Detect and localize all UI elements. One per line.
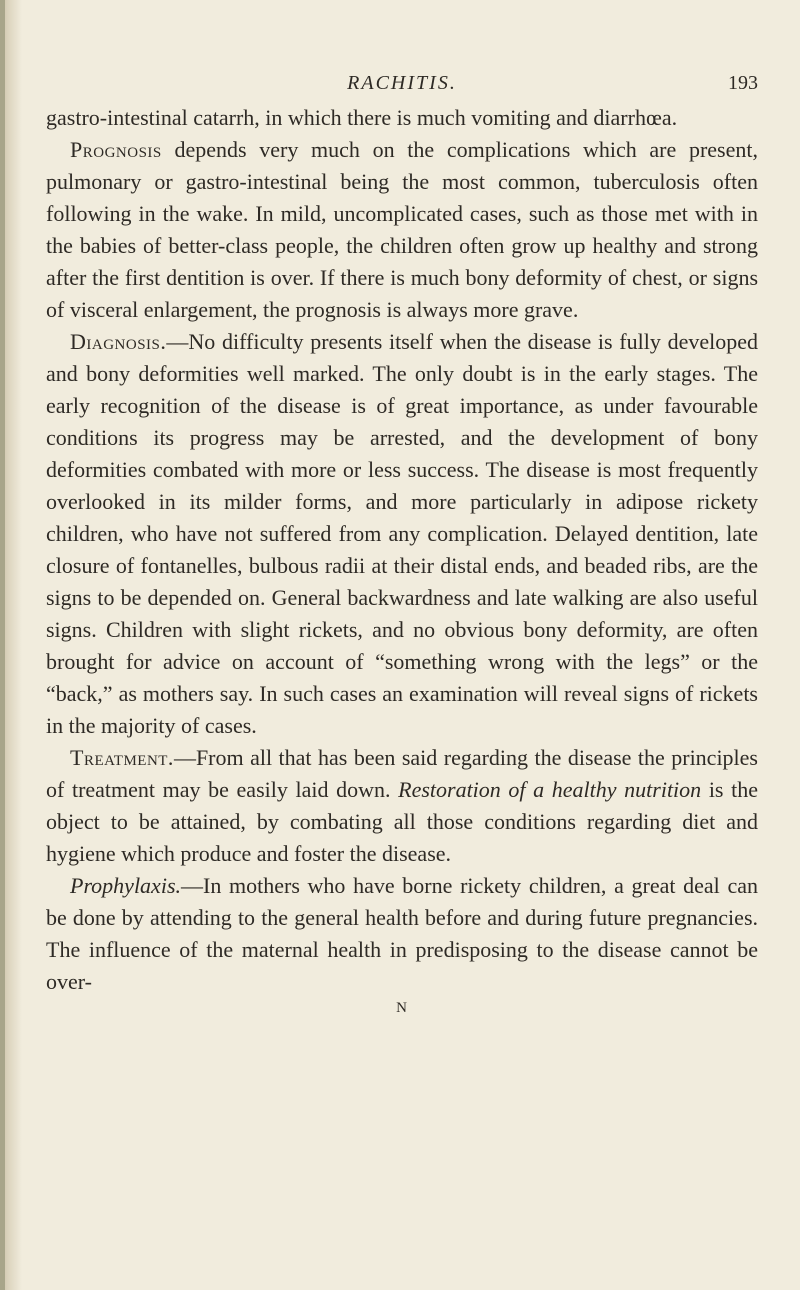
section-heading-treatment: Treatment. <box>70 745 174 770</box>
paragraph-treatment <box>46 742 758 870</box>
signature-mark: N <box>396 1000 408 1016</box>
page-binding-edge <box>0 0 22 1290</box>
paragraph-continuation <box>46 102 758 134</box>
paragraph-text: —From all that has been said regarding the disease the principles of treatment may be easily laid down. <box>46 745 758 802</box>
section-heading-diagnosis: Diagnosis. <box>70 329 167 354</box>
body-text <box>46 102 758 998</box>
running-title: RACHITIS. <box>347 72 457 94</box>
binding-strip <box>0 0 5 1290</box>
running-head <box>46 72 758 102</box>
paragraph-text: —In mothers who have borne rickety children, a great deal can be done by attending to the general health before and during future pregnancies. The influence of the maternal health in predisposing to the disease cannot be over- <box>46 873 758 994</box>
section-heading-prophylaxis: Prophylaxis. <box>70 873 181 898</box>
paragraph-text: is the object to be attained, by combating all those conditions regarding diet and hygiene which produce and foster the disease. <box>46 777 758 866</box>
page-number: 193 <box>728 72 758 94</box>
paragraph-text: —No difficulty presents itself when the disease is fully developed and bony deformities well marked. The only doubt is in the early stages. The early recognition of the disease is of great importance, as under favourable conditions its progress may be arrested, and the development of bony deformities combated with more or less success. The disease is most frequently overlooked in its milder forms, and more particularly in adipose rickety children, who have not suffered from any complication. Delayed dentition, late closure of fontanelles, bulbous radii at their distal ends, and beaded ribs, are the signs to be depended on. General backwardness and late walking are also useful signs. Children with slight rickets, and no obvious bony deformity, are often brought for advice on account of “something wrong with the legs” or the “back,” as mothers say. In such cases an examination will reveal signs of rickets in the majority of cases. <box>46 329 758 738</box>
book-page <box>46 72 758 1017</box>
paragraph-text: gastro-intestinal catarrh, in which there is much vomiting and diarrhœa. <box>46 105 678 130</box>
paragraph-prophylaxis <box>46 870 758 998</box>
paragraph-diagnosis <box>46 326 758 742</box>
section-heading-prognosis: Prognosis <box>70 137 162 162</box>
emphasis-text: Restoration of a healthy nutrition <box>398 777 702 802</box>
paragraph-prognosis <box>46 134 758 326</box>
paragraph-text: depends very much on the complications which are present, pulmonary or gastro-intestinal being the most common, tuberculosis often following in the wake. In mild, uncomplicated cases, such as those met with in the babies of better-class people, the children often grow up healthy and strong after the first dentition is over. If there is much bony deformity of chest, or signs of visceral enlargement, the prognosis is always more grave. <box>46 137 758 322</box>
